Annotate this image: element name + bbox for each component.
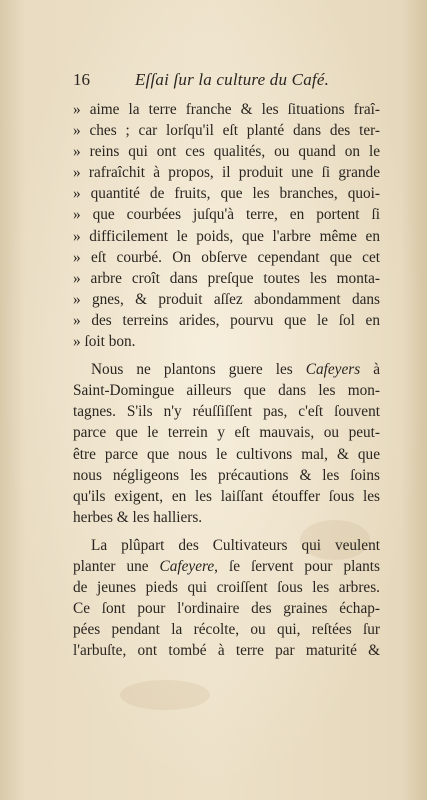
page-number: 16 — [73, 70, 90, 89]
text-line: » que courbées juſqu'à terre, en portent ſi — [73, 206, 380, 224]
text-line: » ches ; car lorſqu'il eſt planté dans des ter- — [73, 122, 380, 140]
text-line: » gnes, & produit aſſez abondamment dans — [73, 290, 380, 308]
text-line: planter une Cafeyere, ſe ſervent pour plants — [73, 557, 380, 575]
paragraph-quoted — [73, 99, 380, 352]
text-line: herbes & les halliers. — [73, 508, 203, 526]
text-line: pées pendant la récolte, ou qui, reſtées ſur — [73, 621, 380, 639]
text-line: » des terreins arides, pourvu que le ſol en — [73, 311, 380, 329]
text-line: Saint-Domingue ailleurs que dans les mon- — [73, 382, 380, 400]
text-line: » quantité de fruits, que les branches, quoi- — [73, 185, 380, 203]
paragraph-cultivateurs — [73, 535, 380, 662]
page-header — [73, 70, 369, 94]
text-line: être parce que nous le cultivons mal, & que — [73, 445, 380, 463]
paragraph-spacer — [73, 528, 380, 535]
text-line: » difficilement le poids, que l'arbre même en — [73, 227, 380, 245]
body-text — [73, 99, 380, 661]
text-line: » aime la terre franche & les ſituations fraî- — [73, 101, 380, 118]
text-line: parce que le terrein y eſt mauvais, ou peut- — [73, 424, 380, 442]
text-line: tagnes. S'ils n'y réuſſiſſent pas, c'eſt ſouvent — [73, 403, 380, 421]
text-line: de jeunes pieds qui croiſſent ſous les arbres. — [73, 579, 380, 597]
text-line: l'arbuſte, ont tombé à terre par maturité & — [73, 642, 380, 660]
text-line: » arbre croît dans preſque toutes les monta- — [73, 269, 380, 287]
paragraph-spacer — [73, 352, 380, 359]
text-line: » rafraîchit à propos, il produit une ſi grande — [73, 164, 380, 182]
text-line: » ſoit bon. — [73, 333, 136, 351]
running-title: Eſſai ſur la culture du Café. — [134, 70, 330, 89]
text-line: » eſt courbé. On obſerve cependant que cet — [73, 248, 380, 266]
text-line: Ce ſont pour l'ordinaire des graines échap- — [73, 600, 380, 618]
text-line: qu'ils exigent, en les laiſſant étouffer ſous les — [73, 487, 380, 505]
text-line: nous négligeons les précautions & les ſoins — [73, 466, 380, 484]
text-line: » reins qui ont ces qualités, ou quand on le — [73, 143, 380, 161]
text-line: Nous ne plantons guere les Cafeyers à — [91, 361, 380, 379]
text-line: La plûpart des Cultivateurs qui veulent — [91, 536, 380, 554]
paper-stain — [120, 680, 210, 710]
paragraph-cafeyers — [73, 359, 380, 528]
